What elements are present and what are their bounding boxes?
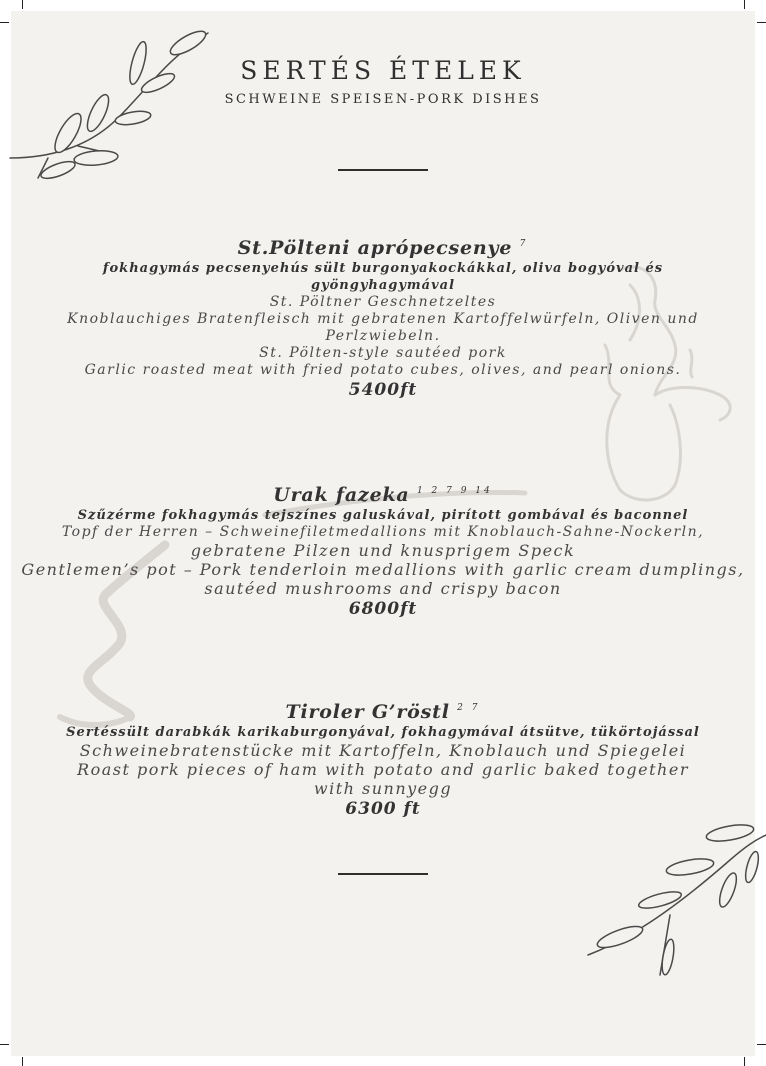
dish-name: Tiroler G’röstl	[285, 701, 450, 723]
divider	[338, 169, 428, 171]
crop-mark	[744, 1057, 745, 1066]
dish-title-en: St. Pölten-style sautéed pork	[259, 345, 507, 361]
dish-name: Urak fazeka	[273, 484, 410, 506]
dish-description-en: Gentlemen’s pot – Pork tenderloin medallions with garlic cream dumplings,	[21, 560, 745, 579]
dish-description-en: Garlic roasted meat with fried potato cubes, olives, and pearl onions.	[84, 362, 682, 378]
page-subtitle: SCHWEINE SPEISEN-PORK DISHES	[224, 92, 542, 107]
dish-title-de: St. Pöltner Geschnetzeltes	[269, 294, 497, 310]
menu-item	[40, 232, 726, 401]
crop-mark	[757, 22, 766, 23]
allergen-codes: 7	[519, 239, 529, 249]
allergen-codes: 1 2 7 9 14	[416, 486, 493, 496]
menu-item	[21, 479, 745, 620]
dish-description-en-cont: sautéed mushrooms and crispy bacon	[204, 579, 562, 598]
crop-mark	[0, 1044, 9, 1045]
dish-name-line	[40, 696, 726, 724]
dish-name-line	[40, 232, 726, 260]
crop-mark	[744, 0, 745, 9]
dish-name-line	[40, 479, 726, 507]
dish-price: 6800ft	[348, 599, 418, 619]
dish-description-hu: Szűzérme fokhagymás tejszínes galuskával, pirított gombával és baconnel	[77, 508, 689, 523]
dish-description-de: Topf der Herren – Schweinefiletmedallions mit Knoblauch-Sahne-Nockerln,	[61, 524, 705, 540]
allergen-codes: 2 7	[457, 703, 481, 713]
crop-mark	[22, 0, 23, 9]
dish-description-de: Schweinebratenstücke mit Kartoffeln, Knoblauch und Spiegelei	[79, 741, 687, 760]
crop-mark	[757, 1044, 766, 1045]
page-title: SERTÉS ÉTELEK	[240, 56, 526, 85]
dish-name: St.Pölteni aprópecsenye	[237, 237, 513, 259]
dish-description-de: Knoblauchiges Bratenfleisch mit gebratenen Kartoffelwürfeln, Oliven und Perlzwiebeln.	[67, 311, 699, 344]
dish-description-hu: fokhagymás pecsenyehús sült burgonyakockákkal, oliva bogyóval és gyöngyhagymával	[102, 261, 664, 293]
dish-price: 6300 ft	[345, 799, 421, 819]
divider	[338, 873, 428, 875]
dish-description-de-cont: gebratene Pilzen und knusprigem Speck	[190, 541, 576, 560]
menu-item	[40, 696, 726, 820]
dish-description-hu: Sertéssült darabkák karikaburgonyával, fokhagymával átsütve, tükörtojással	[66, 725, 700, 740]
dish-description-en: Roast pork pieces of ham with potato and garlic baked together with sunnyegg	[77, 760, 689, 798]
dish-price: 5400ft	[348, 380, 418, 400]
leaf-branch-icon	[580, 815, 766, 985]
crop-mark	[22, 1057, 23, 1066]
